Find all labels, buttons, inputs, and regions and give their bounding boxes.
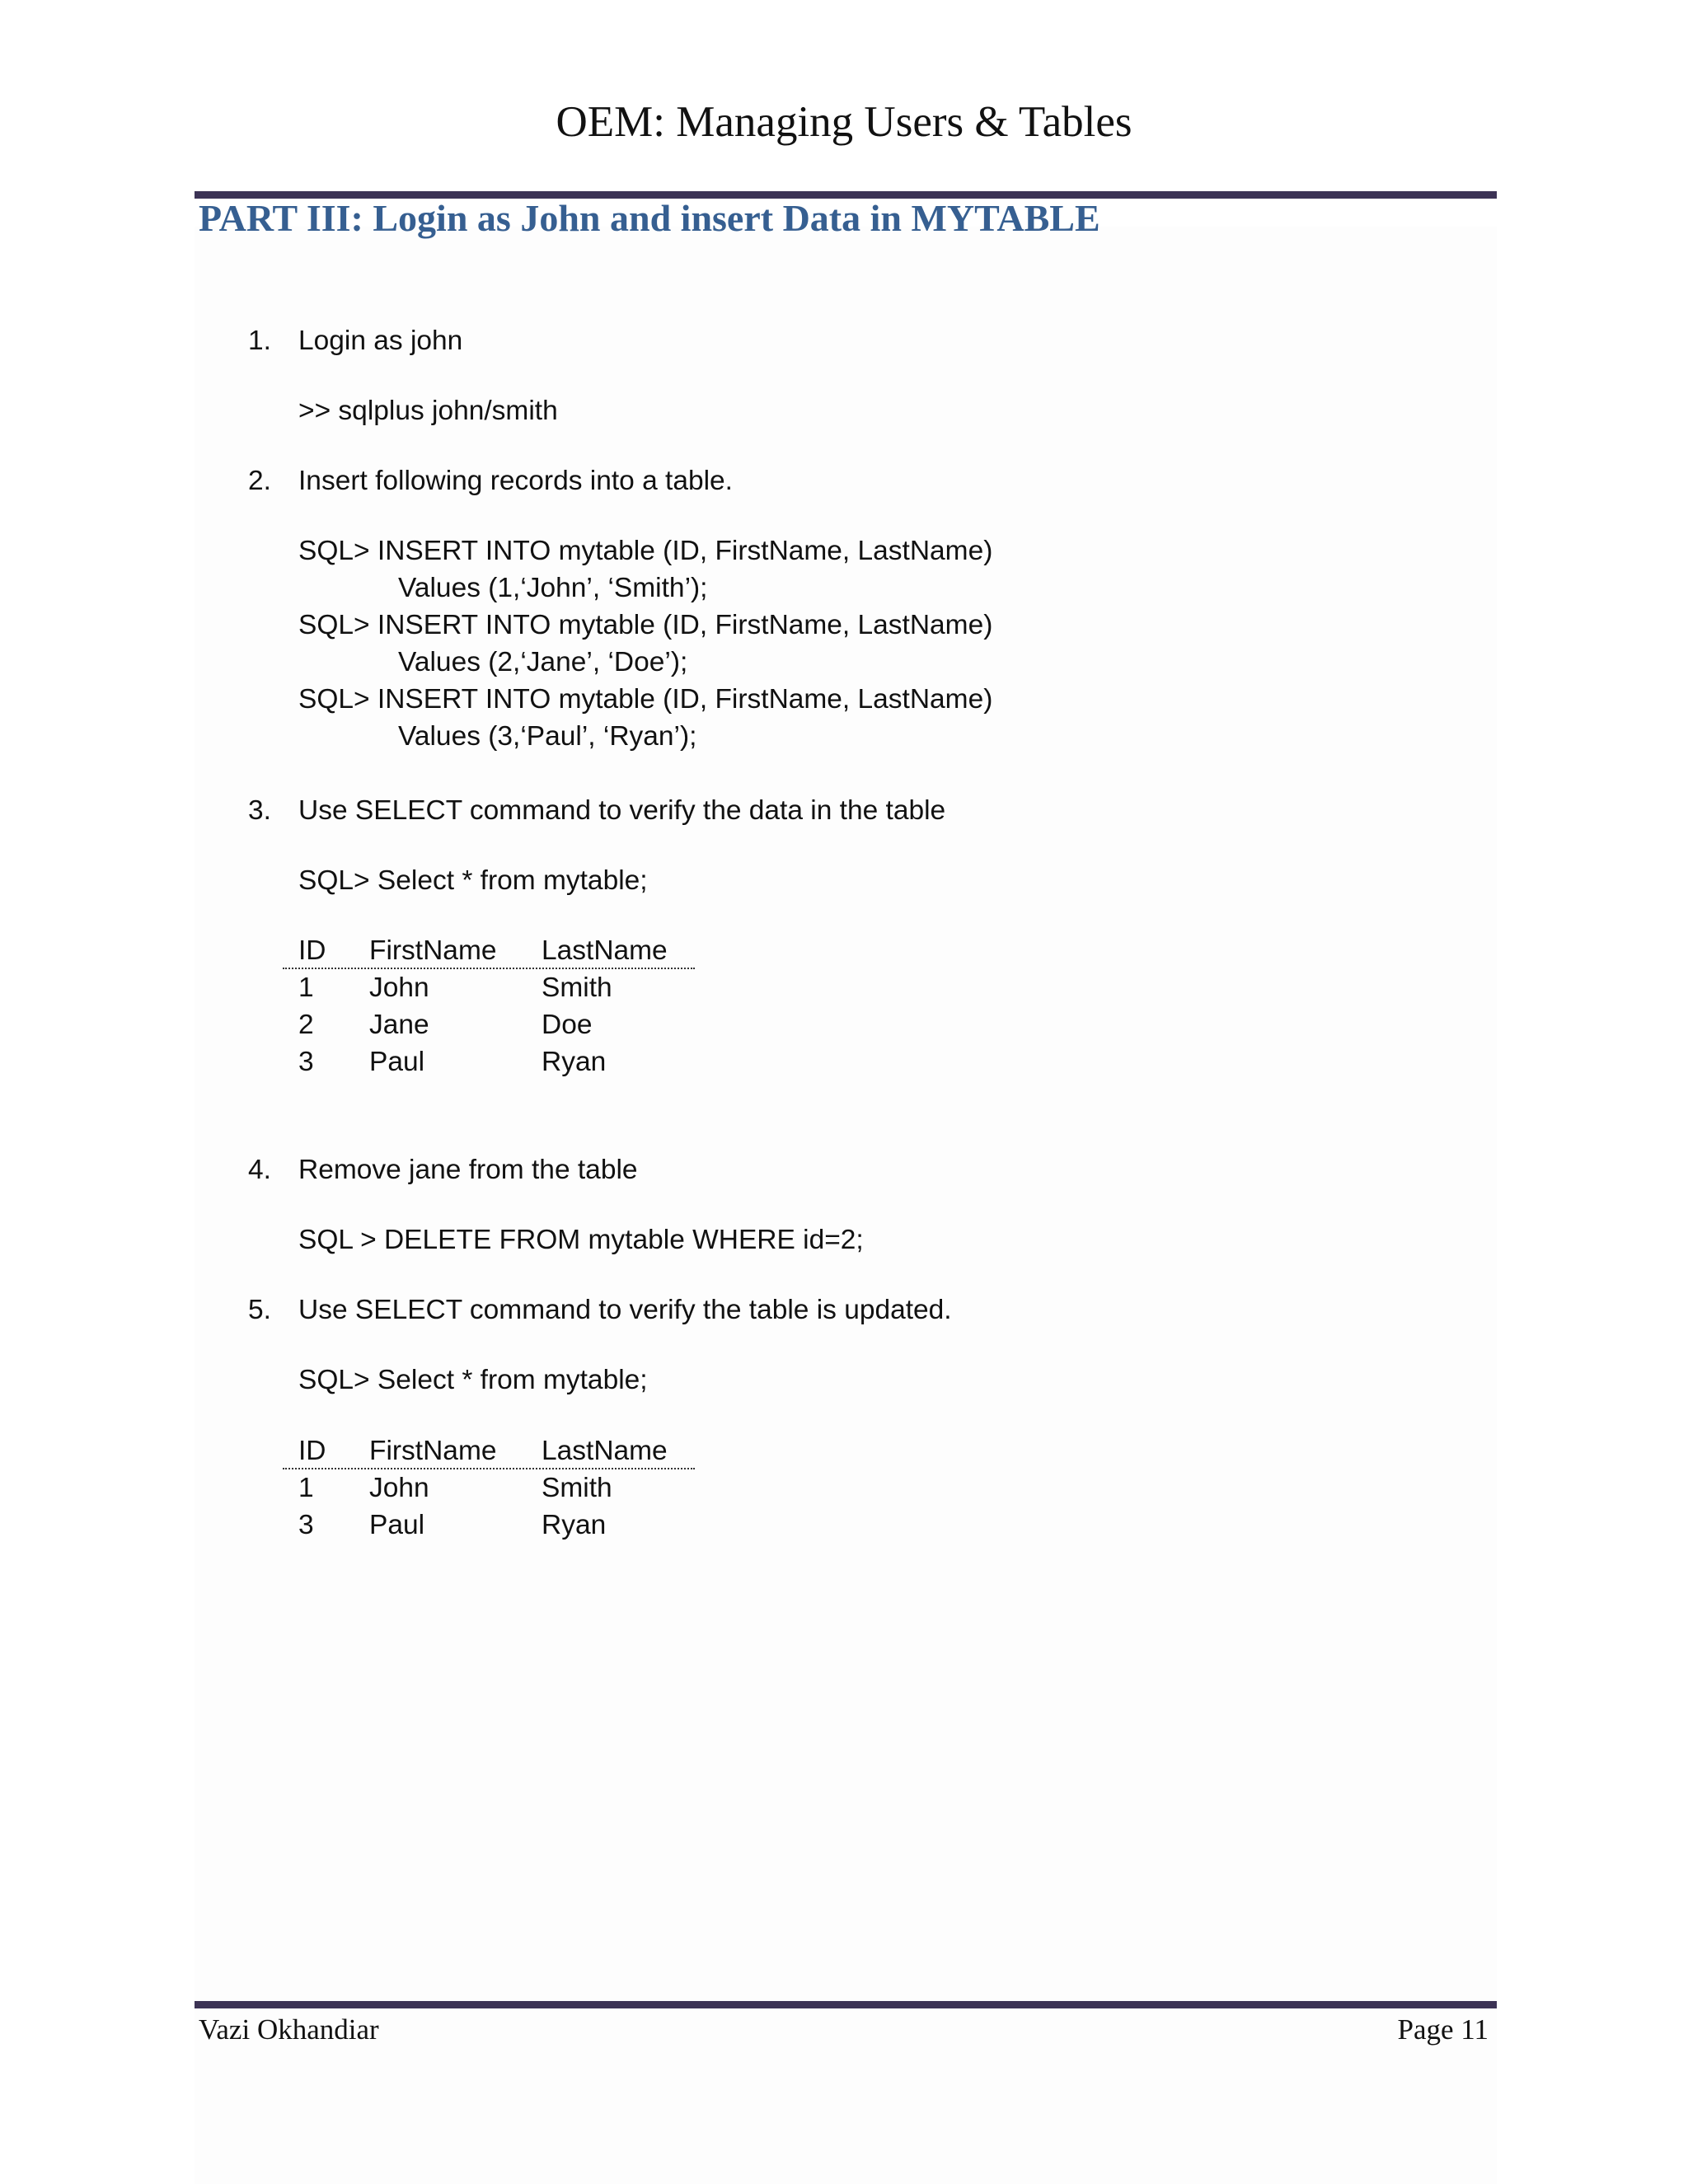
table-1-header-id: ID — [298, 935, 326, 966]
step-4-number: 4. — [248, 1155, 271, 1185]
step-1-text: Login as john — [298, 326, 463, 356]
step-1-number: 1. — [248, 326, 271, 356]
table-2-cell: John — [369, 1473, 429, 1503]
footer-author: Vazi Okhandiar — [199, 2013, 379, 2046]
table-2-cell: 1 — [298, 1473, 314, 1503]
footer-rule — [195, 2001, 1497, 2008]
step-4-text: Remove jane from the table — [298, 1155, 638, 1185]
table-1-header-rule — [283, 968, 695, 969]
table-1-cell: 1 — [298, 972, 314, 1003]
page-content-area — [195, 227, 1497, 2184]
page-header-title: OEM: Managing Users & Tables — [556, 98, 1132, 146]
table-1-cell: 3 — [298, 1047, 314, 1077]
part-heading: PART III: Login as John and insert Data in MYTABLE — [199, 197, 1100, 239]
table-1-cell: 2 — [298, 1010, 314, 1040]
table-1-cell: Jane — [369, 1010, 429, 1040]
table-2-header-id: ID — [298, 1436, 326, 1466]
table-1-header-lastname: LastName — [542, 935, 668, 966]
step-2-text: Insert following records into a table. — [298, 466, 733, 496]
table-1-cell: Doe — [542, 1010, 593, 1040]
step-4-command: SQL > DELETE FROM mytable WHERE id=2; — [298, 1225, 864, 1255]
sql-values-line: Values (1,‘John’, ‘Smith’); — [398, 573, 708, 603]
table-1-cell: Smith — [542, 972, 612, 1003]
step-3-command: SQL> Select * from mytable; — [298, 865, 648, 896]
step-1-command: >> sqlplus john/smith — [298, 396, 558, 426]
table-2-cell: 3 — [298, 1510, 314, 1540]
sql-insert-line: SQL> INSERT INTO mytable (ID, FirstName, LastName) — [298, 536, 993, 566]
sql-insert-line: SQL> INSERT INTO mytable (ID, FirstName, LastName) — [298, 684, 993, 715]
table-1-header-firstname: FirstName — [369, 935, 497, 966]
table-2-header-rule — [283, 1468, 695, 1469]
table-2-cell: Paul — [369, 1510, 425, 1540]
table-2-cell: Smith — [542, 1473, 612, 1503]
table-2-header-lastname: LastName — [542, 1436, 668, 1466]
table-2-header-firstname: FirstName — [369, 1436, 497, 1466]
table-1-cell: John — [369, 972, 429, 1003]
table-2-cell: Ryan — [542, 1510, 607, 1540]
table-1-cell: Paul — [369, 1047, 425, 1077]
footer-page-number: Page 11 — [1397, 2013, 1489, 2046]
step-5-command: SQL> Select * from mytable; — [298, 1365, 648, 1395]
step-2-number: 2. — [248, 466, 271, 496]
step-3-text: Use SELECT command to verify the data in the table — [298, 795, 946, 826]
sql-insert-line: SQL> INSERT INTO mytable (ID, FirstName, LastName) — [298, 610, 993, 640]
sql-values-line: Values (2,‘Jane’, ‘Doe’); — [398, 647, 688, 677]
step-3-number: 3. — [248, 795, 271, 826]
sql-values-line: Values (3,‘Paul’, ‘Ryan’); — [398, 721, 697, 752]
table-1-cell: Ryan — [542, 1047, 607, 1077]
step-5-text: Use SELECT command to verify the table is updated. — [298, 1295, 952, 1325]
step-5-number: 5. — [248, 1295, 271, 1325]
